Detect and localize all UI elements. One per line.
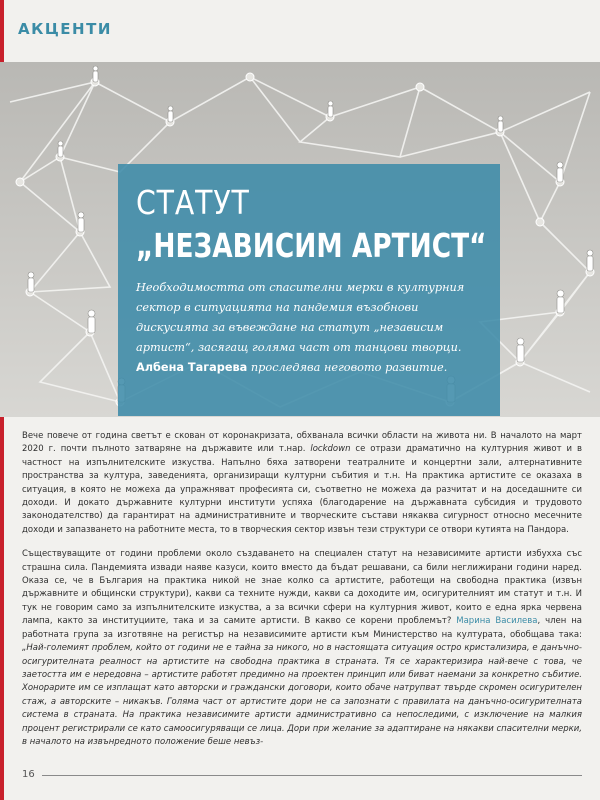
title-box — [118, 164, 500, 416]
section-label: АКЦЕНТИ — [18, 20, 112, 38]
quoted-person-name: Марина Василева — [456, 616, 538, 627]
article-body — [22, 430, 582, 760]
article-title-line1: СТАТУТ — [136, 183, 250, 222]
article-title-line2: „НЕЗАВИСИМ АРТИСТ“ — [136, 226, 487, 265]
quote-text: „Най-големият проблем, който от години не е тайна за никого, но в настоящата ситуация остро кристализира, е данъчно-осигурителната реалност на артистите на свободна практика в страната. Тя се характеризира най-вече с това, че заетостта им е нередовна – артистите работят предимно на проектен принцип или биват наемани за конкретно събитие. Хонорарите им се изплащат като авторски и граждански договори, които обаче натрупват твърде скромен осигурителен стаж, а авторските – никакъв. Голяма част от артистите дори не са запознати с правилата на данъчно-осигурителната система в страната. На практика независимите артисти административно са непоследими, с изключение на малкия процент регистрирали се като самоосигуряващи се лица. Дори при желание за адаптиране на някакви спасителни мерки, в началото на извънредното положение беше невъз- — [22, 643, 582, 747]
paragraph-1-text-a: Вече повече от година светът е скован от коронакризата, обхванала всички области на живота ни. В началото на март 2020 г. почти пълното затваряне на държавите или т.нар. — [22, 431, 582, 455]
paragraph-2-text-b: , член на работната група за изготвяне на регистър на независимите артисти към Министерство на културата, обобщава така: — [22, 616, 582, 640]
page-number: 16 — [22, 769, 35, 780]
lead-text: Необходимостта от спасителни мерки в културния сектор в ситуацията на пандемия възобнови дискусията за въвеждане на статут „независим артист“, засягащ голяма част от танцови творци. — [136, 281, 465, 354]
lead-author: Албена Тагарева — [136, 361, 248, 374]
lead-tail: проследява неговото развитие. — [250, 361, 448, 374]
lead-paragraph — [136, 278, 482, 378]
footer-rule — [42, 775, 582, 776]
paragraph-1 — [22, 430, 582, 537]
lockdown-term: lockdown — [310, 444, 351, 455]
paragraph-2 — [22, 548, 582, 749]
paragraph-2-text-a: Съществуващите от години проблеми около създаването на специален статут на независимите артисти избухха със страшна сила. Пандемията извади наяве казуси, които вместо да бъдат решавани, са били неглижирани години наред. Оказа се, че в България на практика никой не знае колко са артистите, работещи на свободна практика (извън държавните и общински структури), какви са техните нужди, какви са доходите им, осигурителният им статут и т.н. И тук не говорим само за изпълнителските изкуства, а за всички сфери на културния живот, които е една ярка червена лампа, както за институциите, така и за самите артисти. В какво се корени проблемът? — [22, 549, 582, 627]
paragraph-1-text-b: се отрази драматично на културния живот и в частност на изпълнителските изкуства. Напълно бяха затворени театралните и концертни зали, алтернативните пространства за култура, заведенията, организиращи културни събития и т.н. На практика артистите се оказаха в ситуация, в която не можеха да упражняват професията си, съответно не можеха да разчитат и на доседашните си доходи. И докато държавните културни институти успяха (благодарение на държавната субсидия и трудовото законодателство) да гарантират на административните и творческите състави някаква сигурност относно месечните доходи и запазването на работните места, то в творческия сектор извън тези структури се отвори кутията на Пандора. — [22, 444, 582, 535]
hero-image — [0, 62, 600, 417]
